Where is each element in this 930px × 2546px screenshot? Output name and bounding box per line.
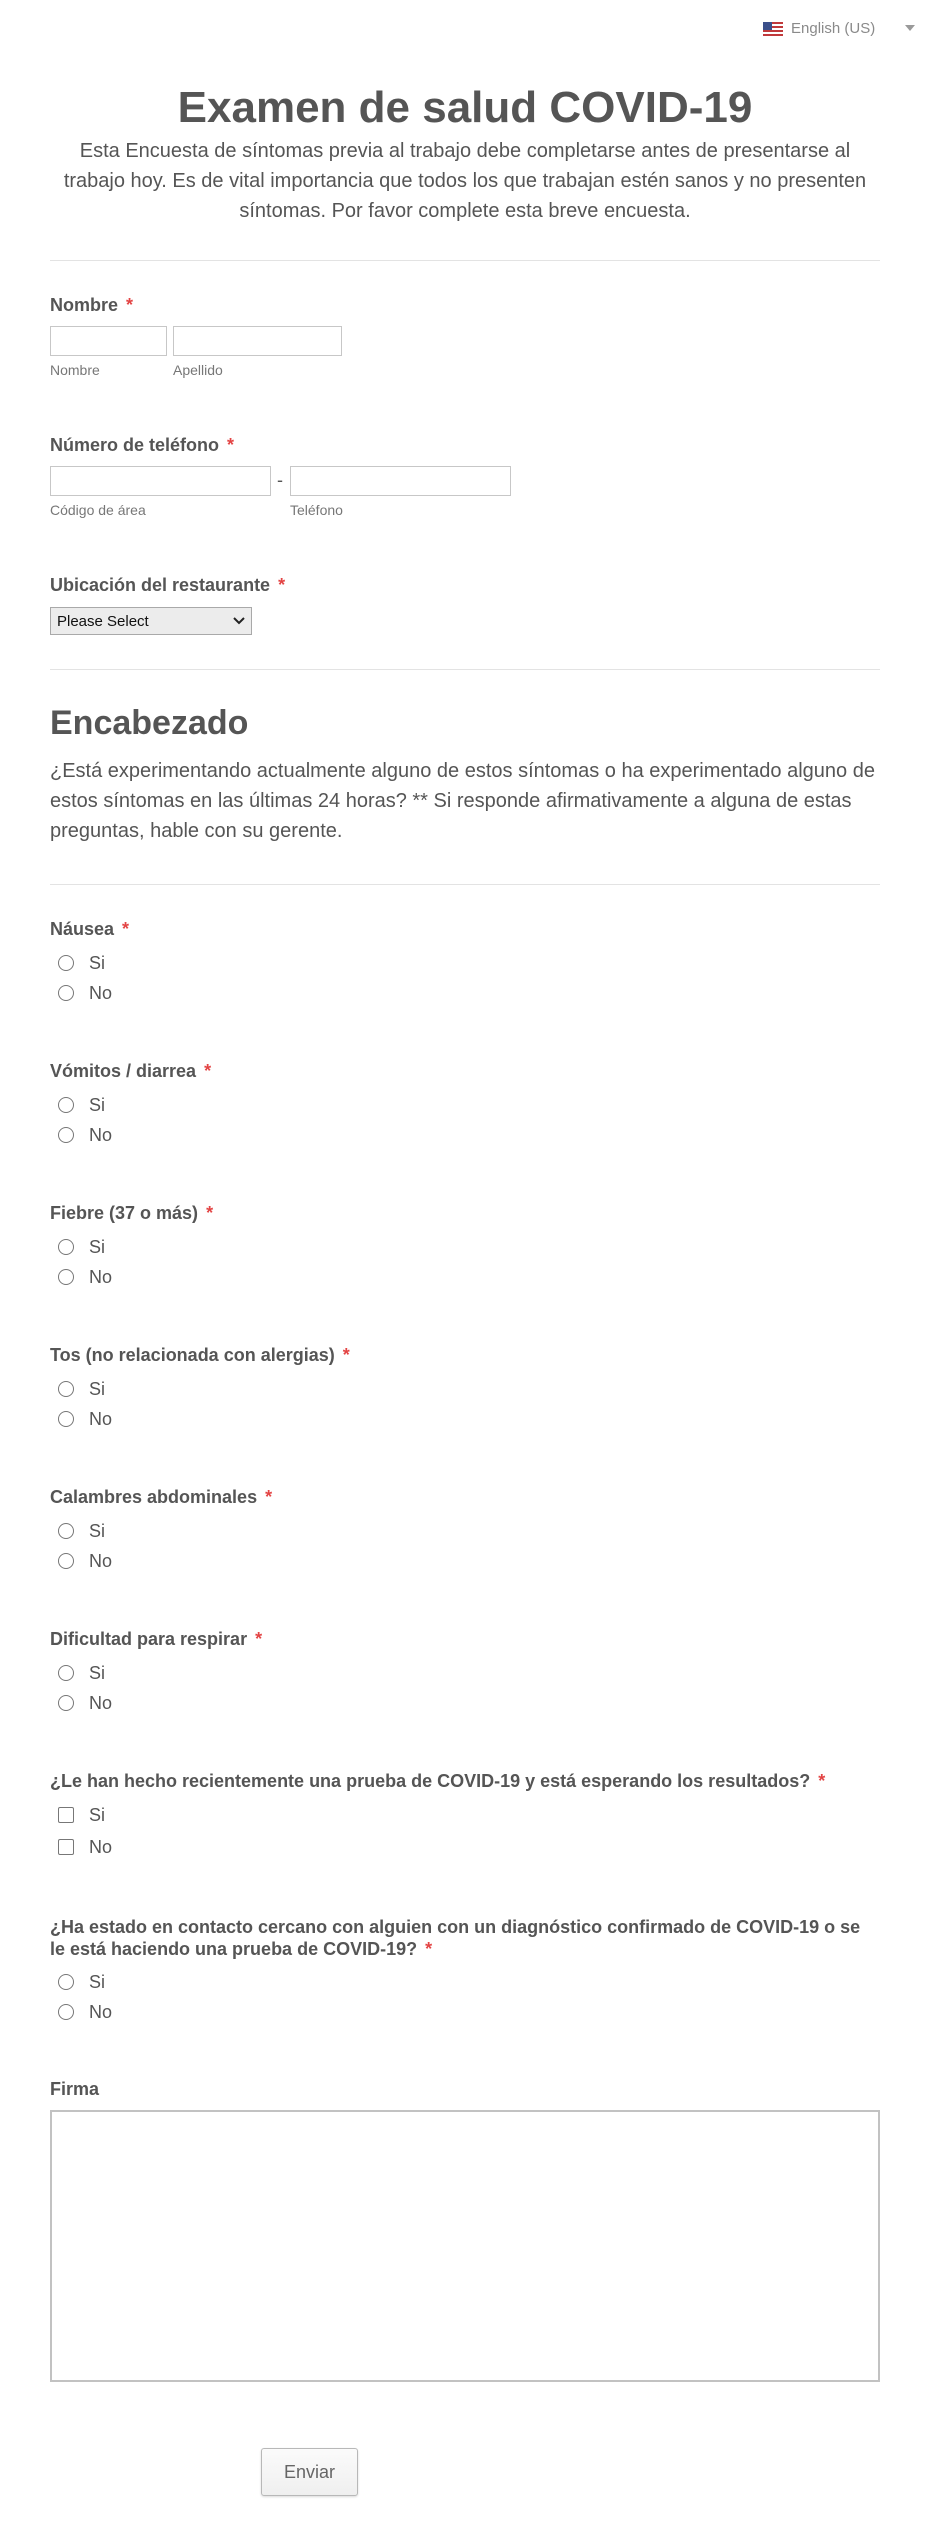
last-name-input[interactable] xyxy=(173,326,342,356)
option-no[interactable]: No xyxy=(58,1836,112,1858)
required-mark: * xyxy=(204,1061,212,1081)
question-label: ¿Le han hecho recientemente una prueba de COVID-19 y está esperando los resultados? * xyxy=(50,1771,826,1791)
select-value: Please Select xyxy=(57,612,149,630)
option-no[interactable]: No xyxy=(58,1266,112,1288)
restaurant-location-select[interactable] xyxy=(50,607,252,635)
required-mark: * xyxy=(126,295,134,315)
question-label: Calambres abdominales * xyxy=(50,1487,273,1507)
option-no[interactable]: No xyxy=(58,982,112,1004)
section-heading: Encabezado xyxy=(50,704,249,742)
option-si[interactable]: Si xyxy=(58,1662,105,1684)
area-code-sublabel: Código de área xyxy=(50,502,146,518)
phone-number-input[interactable] xyxy=(290,466,511,496)
radio-button[interactable] xyxy=(58,1127,74,1143)
option-si[interactable]: Si xyxy=(58,1971,105,1993)
checkbox[interactable] xyxy=(58,1807,74,1823)
location-label: Ubicación del restaurante * xyxy=(50,575,286,595)
signature-label: Firma xyxy=(50,2079,100,2099)
option-no[interactable]: No xyxy=(58,1550,112,1572)
divider xyxy=(50,669,880,670)
radio-button[interactable] xyxy=(58,1523,74,1539)
option-si[interactable]: Si xyxy=(58,1804,105,1826)
option-no[interactable]: No xyxy=(58,1692,112,1714)
language-label: English (US) xyxy=(791,20,876,37)
question-label: Dificultad para respirar * xyxy=(50,1629,263,1649)
divider xyxy=(50,260,880,261)
area-code-input[interactable] xyxy=(50,466,271,496)
option-si[interactable]: Si xyxy=(58,952,105,974)
chevron-down-icon xyxy=(233,617,245,625)
required-mark: * xyxy=(342,1345,350,1365)
form-description: Esta Encuesta de síntomas previa al trabajo debe completarse antes de presentarse al trabajo hoy. Es de vital importancia que todos los que trabajan estén sanos y no presenten síntomas. Por favor complete esta breve encuesta. xyxy=(63,140,867,222)
radio-button[interactable] xyxy=(58,1097,74,1113)
radio-button[interactable] xyxy=(58,1695,74,1711)
phone-label: Número de teléfono * xyxy=(50,435,235,455)
option-no[interactable]: No xyxy=(58,1124,112,1146)
question-label: Náusea * xyxy=(50,919,130,939)
question-label: Tos (no relacionada con alergias) * xyxy=(50,1345,350,1365)
question-label: Fiebre (37 o más) * xyxy=(50,1203,214,1223)
us-flag-icon xyxy=(763,22,783,36)
radio-button[interactable] xyxy=(58,1411,74,1427)
required-mark: * xyxy=(265,1487,273,1507)
required-mark: * xyxy=(122,919,130,939)
divider xyxy=(50,884,880,885)
phone-dash: - xyxy=(277,470,283,490)
section-description: ¿Está experimentando actualmente alguno de estos síntomas o ha experimentado alguno de estos síntomas en las últimas 24 horas? ** Si responde afirmativamente a alguna de estas preguntas, hable con su gerente. xyxy=(50,760,875,842)
option-si[interactable]: Si xyxy=(58,1094,105,1116)
checkbox[interactable] xyxy=(58,1839,74,1855)
option-no[interactable]: No xyxy=(58,1408,112,1430)
signature-pad[interactable] xyxy=(50,2110,880,2382)
radio-button[interactable] xyxy=(58,1553,74,1569)
phone-number-sublabel: Teléfono xyxy=(290,502,343,518)
required-mark: * xyxy=(425,1939,433,1959)
first-name-sublabel: Nombre xyxy=(50,362,100,378)
radio-button[interactable] xyxy=(58,955,74,971)
submit-button[interactable]: Enviar xyxy=(261,2448,358,2496)
required-mark: * xyxy=(206,1203,214,1223)
option-si[interactable]: Si xyxy=(58,1236,105,1258)
chevron-down-icon xyxy=(905,25,915,31)
question-label: Vómitos / diarrea * xyxy=(50,1061,212,1081)
radio-button[interactable] xyxy=(58,1665,74,1681)
required-mark: * xyxy=(255,1629,263,1649)
radio-button[interactable] xyxy=(58,1269,74,1285)
radio-button[interactable] xyxy=(58,985,74,1001)
required-mark: * xyxy=(227,435,235,455)
option-no[interactable]: No xyxy=(58,2001,112,2023)
last-name-sublabel: Apellido xyxy=(173,362,223,378)
radio-button[interactable] xyxy=(58,1381,74,1397)
language-selector[interactable] xyxy=(763,20,875,37)
name-label: Nombre * xyxy=(50,295,134,315)
required-mark: * xyxy=(278,575,286,595)
option-si[interactable]: Si xyxy=(58,1520,105,1542)
radio-button[interactable] xyxy=(58,1239,74,1255)
form-title: Examen de salud COVID-19 xyxy=(177,83,753,132)
first-name-input[interactable] xyxy=(50,326,167,356)
question-label: ¿Ha estado en contacto cercano con alguien con un diagnóstico confirmado de COVID-19 o se le está haciendo una prueba de COVID-19? * xyxy=(50,1917,861,1959)
radio-button[interactable] xyxy=(58,1974,74,1990)
radio-button[interactable] xyxy=(58,2004,74,2020)
required-mark: * xyxy=(818,1771,826,1791)
option-si[interactable]: Si xyxy=(58,1378,105,1400)
